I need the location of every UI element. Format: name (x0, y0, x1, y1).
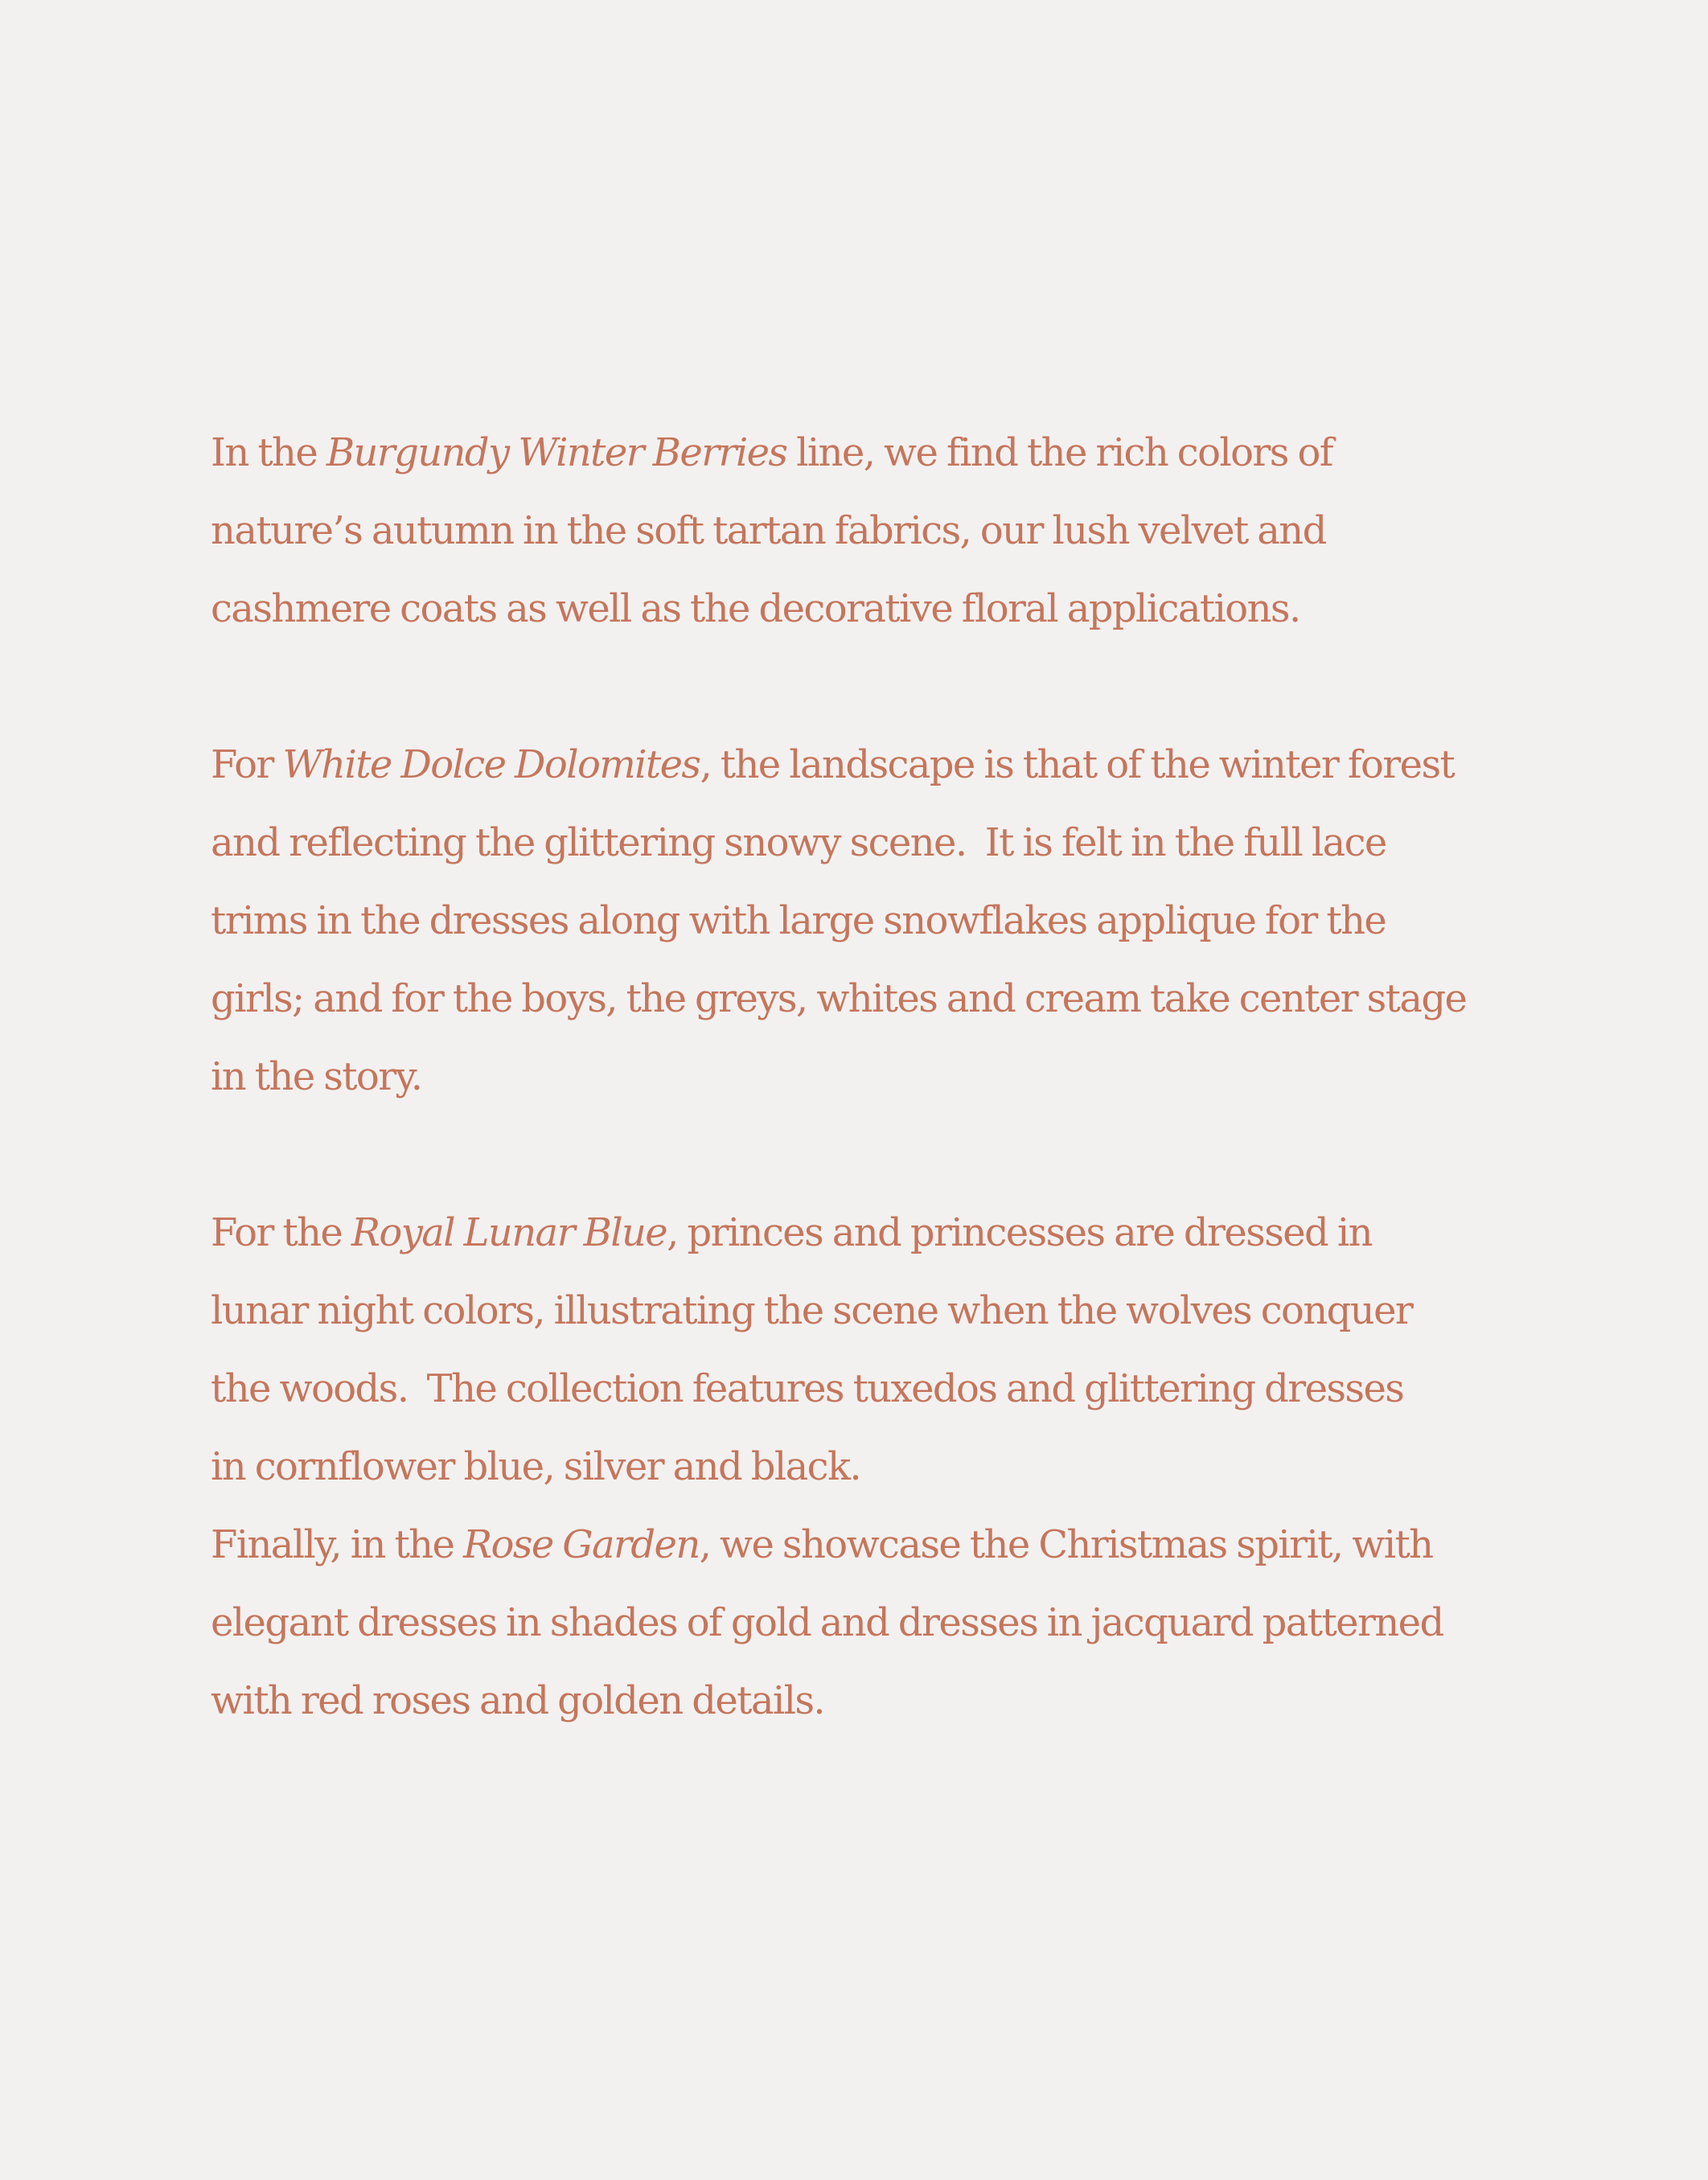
collection-name-royal-lunar-blue: Royal Lunar Blue (351, 1210, 667, 1255)
text-line: lunar night colors, illustrating the scene when the wolves conquer (211, 1288, 1413, 1333)
text-line: the woods. The collection features tuxedos and glittering dresses (211, 1366, 1404, 1411)
collection-name-burgundy-winter-berries: Burgundy Winter Berries (326, 430, 787, 475)
text-line: girls; and for the boys, the greys, whites and cream take center stage (211, 976, 1467, 1021)
text-line: with red roses and golden details. (211, 1678, 825, 1723)
text-line: In the Burgundy Winter Berries line, we find the rich colors of (211, 430, 1332, 475)
text-line: For the Royal Lunar Blue, princes and princesses are dressed in (211, 1210, 1372, 1255)
text-line: For White Dolce Dolomites, the landscape is that of the winter forest (211, 742, 1455, 787)
collection-name-rose-garden: Rose Garden (462, 1522, 700, 1567)
text-line: elegant dresses in shades of gold and dresses in jacquard patterned (211, 1600, 1443, 1645)
text-line: in the story. (211, 1054, 422, 1099)
paragraph-royal-lunar-blue (211, 1194, 1529, 1506)
text-line: nature’s autumn in the soft tartan fabrics, our lush velvet and (211, 508, 1326, 553)
collection-name-white-dolce-dolomites: White Dolce Dolomites (282, 742, 700, 787)
text-line: trims in the dresses along with large snowflakes applique for the (211, 898, 1386, 943)
text-line: in cornflower blue, silver and black. (211, 1444, 861, 1489)
paragraph-rose-garden (211, 1506, 1529, 1740)
text-line: cashmere coats as well as the decorative floral applications. (211, 586, 1300, 631)
text-line: and reflecting the glittering snowy scene. It is felt in the full lace (211, 820, 1386, 865)
collection-description (211, 414, 1529, 1740)
text-line: Finally, in the Rose Garden, we showcase the Christmas spirit, with (211, 1522, 1433, 1567)
paragraph-white-dolce-dolomites (211, 726, 1529, 1116)
paragraph-burgundy-winter-berries (211, 414, 1529, 648)
